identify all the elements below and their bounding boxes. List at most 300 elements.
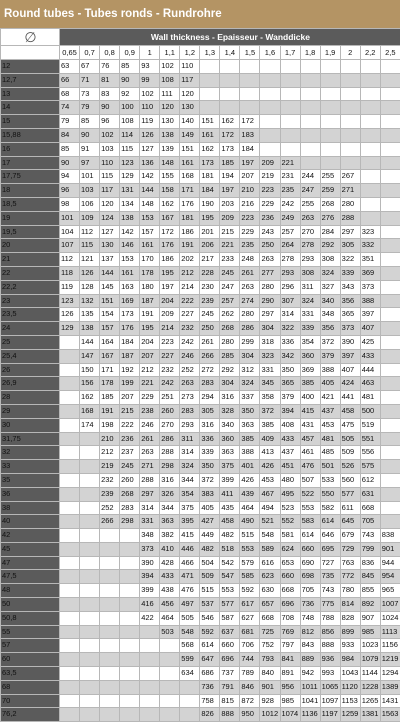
weight-cell: 314 xyxy=(280,308,300,322)
weight-cell xyxy=(340,115,360,129)
weight-cell: 838 xyxy=(380,529,400,543)
weight-cell: 164 xyxy=(100,335,120,349)
weight-cell: 437 xyxy=(320,404,340,418)
weight-cell xyxy=(120,639,140,653)
weight-cell: 537 xyxy=(200,598,220,612)
weight-cell: 467 xyxy=(260,487,280,501)
weight-cell: 444 xyxy=(360,363,380,377)
weight-cell xyxy=(260,73,280,87)
weight-cell xyxy=(380,170,400,184)
weight-cell: 204 xyxy=(160,294,180,308)
weight-cell: 426 xyxy=(240,473,260,487)
thickness-header-cell: 1,4 xyxy=(220,46,240,60)
weight-cell: 101 xyxy=(80,170,100,184)
weight-cell: 120 xyxy=(180,87,200,101)
weight-cell: 93 xyxy=(140,60,160,74)
diameter-cell: 36 xyxy=(1,487,60,501)
weight-cell xyxy=(320,87,340,101)
thickness-header-cell: 1 xyxy=(140,46,160,60)
weight-cell: 464 xyxy=(160,611,180,625)
weight-cell: 216 xyxy=(240,197,260,211)
weight-cell: 222 xyxy=(180,294,200,308)
weight-cell: 150 xyxy=(80,363,100,377)
weight-cell: 471 xyxy=(180,570,200,584)
weight-cell: 202 xyxy=(180,253,200,267)
weight-cell: 290 xyxy=(260,294,280,308)
weight-cell xyxy=(320,101,340,115)
thickness-header-cell: 1,7 xyxy=(280,46,300,60)
weight-cell: 475 xyxy=(340,418,360,432)
weight-cell: 123 xyxy=(120,156,140,170)
weight-cell: 856 xyxy=(320,625,340,639)
weight-cell: 311 xyxy=(300,280,320,294)
weight-cell: 94 xyxy=(60,170,80,184)
weight-cell: 400 xyxy=(300,391,320,405)
weight-cell: 585 xyxy=(240,570,260,584)
weight-cell: 266 xyxy=(100,515,120,529)
table-row xyxy=(1,101,400,115)
weight-cell xyxy=(200,73,220,87)
diameter-cell: 40 xyxy=(1,515,60,529)
weight-cell xyxy=(260,87,280,101)
weight-cell xyxy=(380,184,400,198)
weight-cell: 623 xyxy=(260,570,280,584)
weight-cell: 351 xyxy=(360,253,380,267)
thickness-header-cell: 1,9 xyxy=(320,46,340,60)
weight-cell: 288 xyxy=(140,473,160,487)
table-row xyxy=(1,542,400,556)
weight-cell: 763 xyxy=(340,556,360,570)
weight-cell: 743 xyxy=(360,529,380,543)
weight-cell: 178 xyxy=(140,266,160,280)
weight-cell: 227 xyxy=(180,308,200,322)
weight-cell xyxy=(300,87,320,101)
weight-cell: 266 xyxy=(200,349,220,363)
weight-cell: 250 xyxy=(260,239,280,253)
weight-cell xyxy=(380,308,400,322)
weight-cell xyxy=(340,87,360,101)
weight-cell: 705 xyxy=(300,584,320,598)
weight-cell: 255 xyxy=(300,197,320,211)
diameter-cell: 29 xyxy=(1,404,60,418)
weight-cell: 191 xyxy=(140,308,160,322)
weight-cell: 66 xyxy=(60,73,80,87)
weight-cell xyxy=(100,598,120,612)
weight-cell: 222 xyxy=(120,418,140,432)
weight-cell: 283 xyxy=(200,377,220,391)
weight-cell xyxy=(320,128,340,142)
weight-cell: 788 xyxy=(320,611,340,625)
table-row xyxy=(1,708,400,722)
weight-cell: 826 xyxy=(200,708,220,722)
diameter-cell: 19,5 xyxy=(1,225,60,239)
weight-cell: 134 xyxy=(120,197,140,211)
weight-cell: 599 xyxy=(180,653,200,667)
weight-cell: 954 xyxy=(380,570,400,584)
weight-cell: 90 xyxy=(100,101,120,115)
weight-cell: 245 xyxy=(200,308,220,322)
weight-cell: 686 xyxy=(200,667,220,681)
weight-cell: 814 xyxy=(340,598,360,612)
weight-cell: 634 xyxy=(180,667,200,681)
weight-cell: 259 xyxy=(320,184,340,198)
weight-cell: 100 xyxy=(120,101,140,115)
weight-cell: 336 xyxy=(280,335,300,349)
weight-cell: 229 xyxy=(260,197,280,211)
weight-cell: 223 xyxy=(260,184,280,198)
weight-cell xyxy=(100,667,120,681)
weight-cell: 260 xyxy=(160,404,180,418)
header-blank-cell xyxy=(1,46,60,60)
weight-cell: 453 xyxy=(260,473,280,487)
weight-cell: 236 xyxy=(260,211,280,225)
table-row xyxy=(1,653,400,667)
weight-cell: 780 xyxy=(340,584,360,598)
diameter-cell: 12,7 xyxy=(1,73,60,87)
weight-cell: 668 xyxy=(280,584,300,598)
weight-cell: 288 xyxy=(160,446,180,460)
weight-cell: 147 xyxy=(80,349,100,363)
weight-cell: 522 xyxy=(300,487,320,501)
weight-cell: 252 xyxy=(100,501,120,515)
weight-cell: 308 xyxy=(300,266,320,280)
weight-cell: 145 xyxy=(100,280,120,294)
weight-cell: 476 xyxy=(300,460,320,474)
table-row xyxy=(1,266,400,280)
weight-cell: 441 xyxy=(340,391,360,405)
weight-cell: 161 xyxy=(200,128,220,142)
weight-cell xyxy=(120,708,140,722)
weight-cell: 229 xyxy=(140,391,160,405)
weight-cell xyxy=(80,570,100,584)
weight-cell: 592 xyxy=(240,584,260,598)
weight-cell: 394 xyxy=(140,570,160,584)
weight-cell: 312 xyxy=(240,363,260,377)
weight-cell: 235 xyxy=(280,184,300,198)
weight-cell: 228 xyxy=(200,266,220,280)
weight-cell: 90 xyxy=(80,128,100,142)
weight-cell: 758 xyxy=(200,694,220,708)
weight-cell: 181 xyxy=(200,170,220,184)
weight-cell: 743 xyxy=(320,584,340,598)
weight-cell: 92 xyxy=(120,87,140,101)
weight-cell: 653 xyxy=(280,556,300,570)
weight-cell: 91 xyxy=(80,142,100,156)
weight-cell xyxy=(60,667,80,681)
weight-cell: 433 xyxy=(360,349,380,363)
diameter-cell: 31,75 xyxy=(1,432,60,446)
weight-cell: 316 xyxy=(160,473,180,487)
weight-cell: 242 xyxy=(180,335,200,349)
weight-cell: 284 xyxy=(320,225,340,239)
weight-cell: 1065 xyxy=(320,680,340,694)
weight-cell xyxy=(380,156,400,170)
weight-cell: 272 xyxy=(200,363,220,377)
weight-cell: 408 xyxy=(280,418,300,432)
weight-cell xyxy=(240,101,260,115)
weight-cell: 993 xyxy=(320,667,340,681)
weight-cell: 797 xyxy=(280,639,300,653)
weight-cell: 624 xyxy=(280,542,300,556)
weight-cell: 405 xyxy=(200,501,220,515)
table-row xyxy=(1,239,400,253)
weight-cell: 67 xyxy=(80,60,100,74)
weight-cell: 139 xyxy=(160,142,180,156)
weight-cell: 668 xyxy=(260,611,280,625)
weight-cell: 168 xyxy=(80,404,100,418)
weight-cell: 612 xyxy=(360,473,380,487)
weight-cell xyxy=(260,60,280,74)
weight-cell: 162 xyxy=(160,197,180,211)
diameter-cell: 35 xyxy=(1,473,60,487)
diameter-cell: 76,2 xyxy=(1,708,60,722)
weight-cell: 263 xyxy=(240,280,260,294)
weight-cell: 372 xyxy=(320,335,340,349)
weight-cell xyxy=(280,73,300,87)
weight-cell: 210 xyxy=(100,432,120,446)
weight-cell xyxy=(320,142,340,156)
weight-cell: 184 xyxy=(200,184,220,198)
diameter-cell: 55 xyxy=(1,625,60,639)
weight-cell xyxy=(260,115,280,129)
diameter-cell: 24 xyxy=(1,322,60,336)
weight-cell: 103 xyxy=(80,184,100,198)
weight-cell: 358 xyxy=(260,391,280,405)
weight-cell: 257 xyxy=(220,294,240,308)
weight-cell: 162 xyxy=(220,115,240,129)
weight-cell: 322 xyxy=(340,253,360,267)
weight-cell: 437 xyxy=(280,446,300,460)
weight-cell: 433 xyxy=(160,570,180,584)
weight-cell: 268 xyxy=(120,487,140,501)
table-row xyxy=(1,322,400,336)
diameter-cell: 14 xyxy=(1,101,60,115)
weight-cell xyxy=(160,680,180,694)
weight-cell: 515 xyxy=(240,529,260,543)
weight-cell xyxy=(380,473,400,487)
weight-cell xyxy=(380,335,400,349)
weight-cell xyxy=(240,60,260,74)
weight-cell: 292 xyxy=(320,239,340,253)
weight-cell: 481 xyxy=(360,391,380,405)
weight-cell: 270 xyxy=(160,418,180,432)
weight-cell: 280 xyxy=(260,280,280,294)
weight-cell xyxy=(60,473,80,487)
weight-cell: 372 xyxy=(200,473,220,487)
weight-cell: 271 xyxy=(340,184,360,198)
weight-cell xyxy=(380,294,400,308)
weight-cell: 339 xyxy=(300,322,320,336)
weight-cell: 263 xyxy=(260,253,280,267)
weight-cell: 276 xyxy=(320,211,340,225)
weight-cell: 453 xyxy=(320,418,340,432)
weight-cell: 1024 xyxy=(380,611,400,625)
weight-cell xyxy=(60,446,80,460)
weight-cell: 214 xyxy=(180,280,200,294)
weight-cell: 79 xyxy=(60,115,80,129)
weight-cell: 157 xyxy=(100,322,120,336)
weight-cell xyxy=(300,73,320,87)
weight-cell: 108 xyxy=(160,73,180,87)
weight-cell: 261 xyxy=(140,432,160,446)
weight-cell: 129 xyxy=(60,322,80,336)
weight-cell: 410 xyxy=(160,542,180,556)
weight-cell: 129 xyxy=(120,170,140,184)
weight-cell xyxy=(80,667,100,681)
weight-cell: 244 xyxy=(300,170,320,184)
weight-cell: 263 xyxy=(180,377,200,391)
weight-cell: 461 xyxy=(300,446,320,460)
page-title: Round tubes - Tubes ronds - Rundrohre xyxy=(0,0,400,28)
weight-cell: 138 xyxy=(160,128,180,142)
weight-cell: 285 xyxy=(220,349,240,363)
weight-cell: 148 xyxy=(160,156,180,170)
weight-cell: 385 xyxy=(260,418,280,432)
weight-cell: 744 xyxy=(240,653,260,667)
weight-cell: 428 xyxy=(160,556,180,570)
weight-cell: 363 xyxy=(160,515,180,529)
weight-cell: 331 xyxy=(140,515,160,529)
weight-cell: 523 xyxy=(280,501,300,515)
weight-cell: 425 xyxy=(360,335,380,349)
weight-cell: 550 xyxy=(320,487,340,501)
weight-cell: 248 xyxy=(240,253,260,267)
weight-cell: 198 xyxy=(100,418,120,432)
weight-cell xyxy=(260,128,280,142)
weight-cell xyxy=(380,60,400,74)
weight-cell: 668 xyxy=(360,501,380,515)
weight-cell: 899 xyxy=(340,625,360,639)
weight-cell: 735 xyxy=(320,570,340,584)
weight-cell: 173 xyxy=(200,156,220,170)
weight-cell xyxy=(380,322,400,336)
weight-cell: 843 xyxy=(300,639,320,653)
weight-cell: 280 xyxy=(220,335,240,349)
weight-cell: 110 xyxy=(180,60,200,74)
weight-cell: 729 xyxy=(340,542,360,556)
weight-cell: 936 xyxy=(320,653,340,667)
weight-cell xyxy=(220,73,240,87)
weight-cell: 271 xyxy=(140,460,160,474)
weight-cell: 1259 xyxy=(340,708,360,722)
weight-cell: 482 xyxy=(200,542,220,556)
weight-cell xyxy=(360,156,380,170)
weight-cell xyxy=(220,87,240,101)
weight-cell xyxy=(60,611,80,625)
weight-cell: 176 xyxy=(120,322,140,336)
diameter-cell: 20 xyxy=(1,239,60,253)
weight-cell: 372 xyxy=(260,404,280,418)
diameter-cell: 45 xyxy=(1,542,60,556)
weight-cell xyxy=(100,653,120,667)
weight-cell: 149 xyxy=(180,128,200,142)
weight-cell: 388 xyxy=(360,294,380,308)
table-row xyxy=(1,694,400,708)
weight-cell: 435 xyxy=(220,501,240,515)
weight-cell xyxy=(320,115,340,129)
weight-cell: 841 xyxy=(280,653,300,667)
table-row xyxy=(1,60,400,74)
weight-cell: 542 xyxy=(220,556,240,570)
diameter-cell: 26,9 xyxy=(1,377,60,391)
weight-cell: 577 xyxy=(220,598,240,612)
weight-cell xyxy=(80,473,100,487)
weight-cell xyxy=(140,653,160,667)
weight-cell xyxy=(120,556,140,570)
weight-cell xyxy=(280,101,300,115)
weight-cell: 737 xyxy=(220,667,240,681)
weight-cell: 772 xyxy=(340,570,360,584)
weight-cell: 102 xyxy=(140,87,160,101)
weight-cell xyxy=(140,694,160,708)
weight-cell: 480 xyxy=(280,473,300,487)
weight-cell xyxy=(340,128,360,142)
weight-cell: 187 xyxy=(120,349,140,363)
weight-cell: 109 xyxy=(80,211,100,225)
weight-cell xyxy=(360,87,380,101)
weight-cell xyxy=(380,377,400,391)
weight-cell: 504 xyxy=(200,556,220,570)
weight-cell: 324 xyxy=(300,294,320,308)
thickness-header-cell: 1,3 xyxy=(200,46,220,60)
weight-cell: 627 xyxy=(240,611,260,625)
weight-cell xyxy=(360,73,380,87)
weight-cell: 298 xyxy=(160,460,180,474)
weight-cell: 174 xyxy=(80,418,100,432)
weight-cell: 158 xyxy=(160,184,180,198)
weight-cell xyxy=(60,418,80,432)
weight-cell: 237 xyxy=(120,446,140,460)
weight-cell: 110 xyxy=(140,101,160,115)
weight-cell xyxy=(60,377,80,391)
weight-cell xyxy=(380,404,400,418)
weight-cell: 1563 xyxy=(380,708,400,722)
weight-cell: 207 xyxy=(240,170,260,184)
weight-cell: 197 xyxy=(220,184,240,198)
weight-cell: 1023 xyxy=(360,639,380,653)
weight-cell: 246 xyxy=(180,349,200,363)
weight-cell: 340 xyxy=(220,418,240,432)
weight-cell: 136 xyxy=(140,156,160,170)
weight-cell xyxy=(380,418,400,432)
weight-cell: 394 xyxy=(280,404,300,418)
weight-cell xyxy=(380,115,400,129)
weight-cell xyxy=(60,335,80,349)
weight-cell: 163 xyxy=(120,280,140,294)
weight-cell: 336 xyxy=(200,432,220,446)
weight-cell: 695 xyxy=(320,542,340,556)
weight-cell: 481 xyxy=(320,432,340,446)
diameter-cell: 48 xyxy=(1,584,60,598)
weight-cell: 466 xyxy=(180,556,200,570)
weight-cell: 299 xyxy=(240,335,260,349)
weight-cell: 314 xyxy=(140,501,160,515)
weight-cell: 427 xyxy=(200,515,220,529)
weight-cell: 137 xyxy=(100,253,120,267)
weight-cell: 294 xyxy=(200,391,220,405)
weight-cell: 1074 xyxy=(280,708,300,722)
weight-cell xyxy=(360,142,380,156)
weight-cell: 148 xyxy=(140,197,160,211)
weight-cell: 390 xyxy=(140,556,160,570)
weight-cell: 154 xyxy=(100,308,120,322)
weight-cell: 130 xyxy=(180,101,200,115)
weight-cell: 505 xyxy=(180,611,200,625)
diameter-cell: 63,5 xyxy=(1,667,60,681)
weight-cell: 99 xyxy=(140,73,160,87)
weight-cell: 250 xyxy=(200,322,220,336)
weight-cell: 431 xyxy=(300,418,320,432)
